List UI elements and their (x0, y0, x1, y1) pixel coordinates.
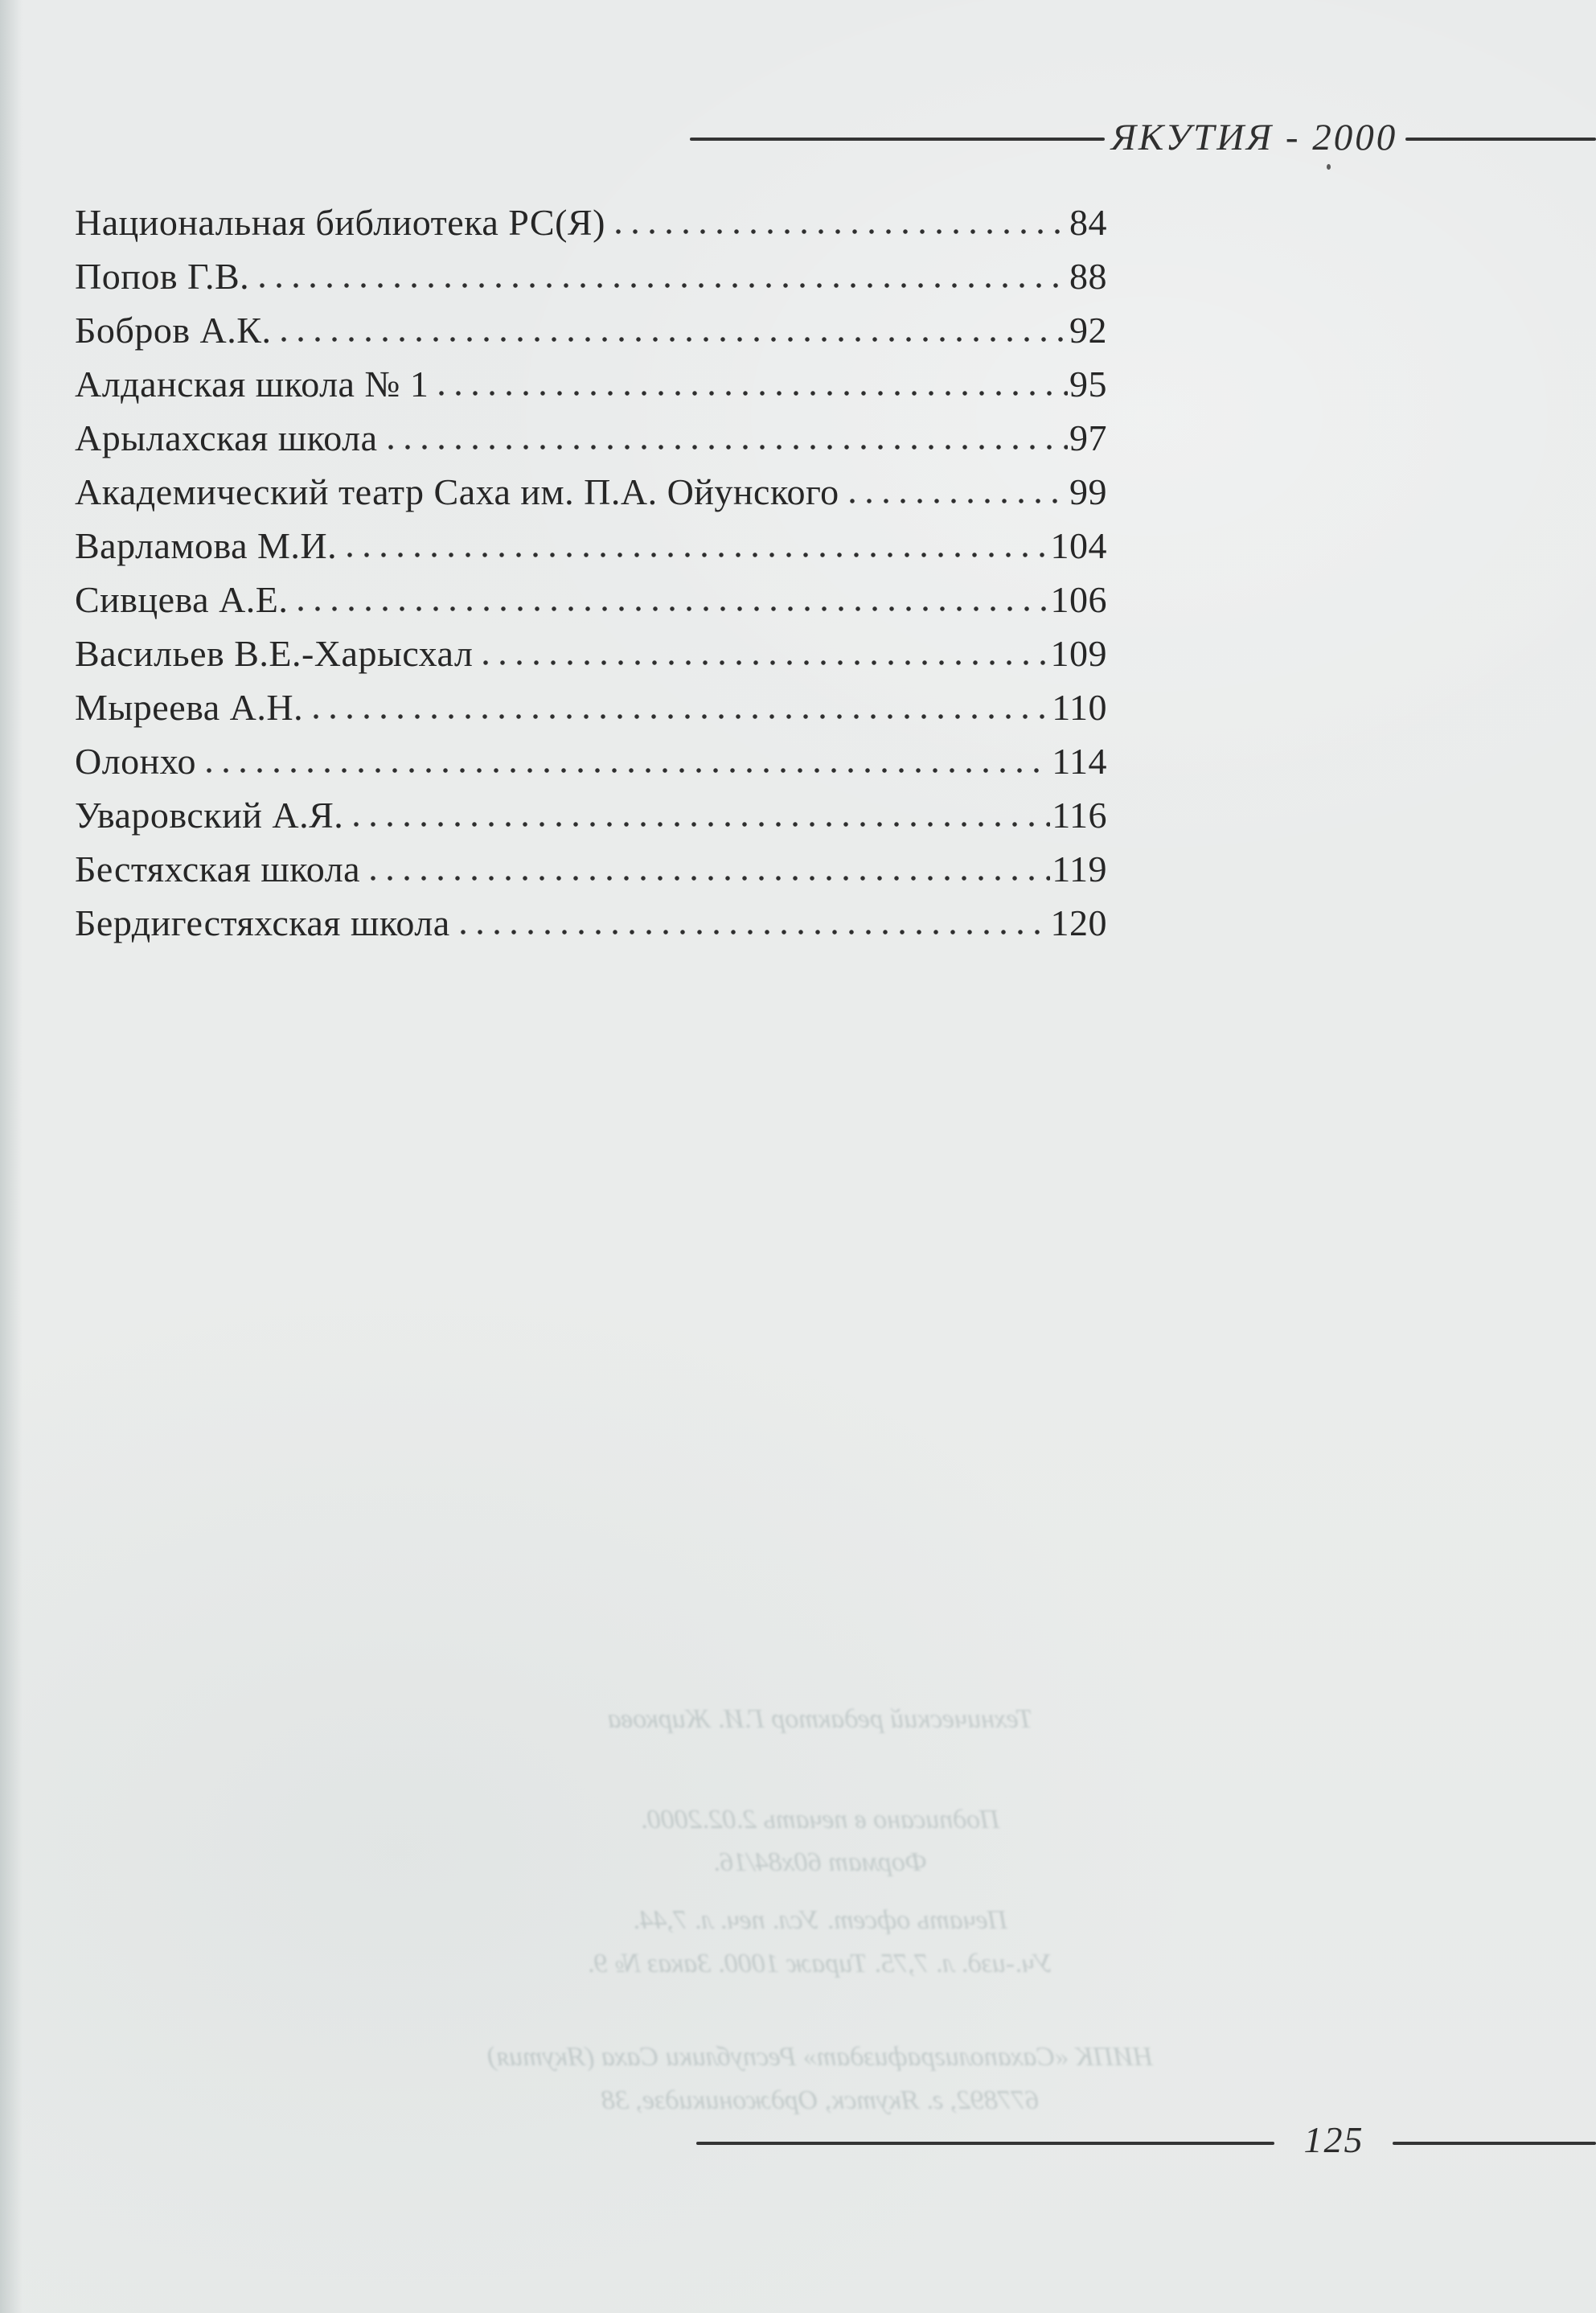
toc-entry-title: Бестяхская школа (75, 848, 361, 889)
toc-entry-page-number: 88 (1069, 256, 1107, 297)
toc-entry-page-number: 92 (1069, 310, 1107, 351)
toc-entry-title: Бобров А.К. (75, 310, 272, 351)
toc-entry-row (75, 417, 1107, 458)
toc-entry-page-number: 119 (1052, 848, 1107, 889)
toc-entry-page-number: 120 (1050, 902, 1107, 943)
show-through-line: Уч.-изд. л. 7,75. Тираж 1000. Заказ № 9. (587, 1949, 1053, 1978)
toc-entry-title: Мыреева А.Н. (75, 687, 304, 728)
toc-entry-row (75, 743, 1107, 780)
header-rule-left (690, 138, 1105, 141)
show-through-line: Печать офсет. Усл. печ. л. 7,44. (632, 1905, 1008, 1935)
dot-leader (388, 444, 1068, 450)
toc-entry-page-number: 99 (1069, 471, 1107, 512)
show-through-line: Формат 60х84/16. (712, 1847, 928, 1877)
dot-leader (370, 875, 1050, 881)
scan-speck (1327, 164, 1331, 170)
dot-leader (313, 713, 1050, 720)
toc-entry-page-number: 109 (1050, 633, 1107, 674)
toc-entry-page-number: 95 (1069, 364, 1107, 405)
toc-entry-title: Арылахская школа (75, 417, 378, 458)
dot-leader (297, 606, 1048, 612)
footer-rule-left (696, 2142, 1274, 2145)
toc-entry-page-number: 110 (1052, 687, 1107, 728)
toc-entry-title: Академический театр Саха им. П.А. Ойунского (75, 471, 839, 512)
toc-entry-row (75, 312, 1107, 349)
dot-leader (206, 767, 1050, 774)
toc-entry-title: Уваровский А.Я. (75, 795, 344, 836)
toc-entry-row (75, 635, 1107, 672)
toc-entry-page-number: 114 (1052, 741, 1107, 782)
toc-entry-title: Васильев В.Е.-Харысхал (75, 633, 474, 674)
show-through-line: Подписано в печать 2.02.2000. (640, 1805, 1000, 1834)
toc-entry-row (75, 366, 1107, 403)
toc-entry-row (75, 258, 1107, 295)
toc-entry-title: Сивцева А.Е. (75, 579, 289, 620)
toc-entry-title: Попов Г.В. (75, 256, 250, 297)
show-through-line: Технический редактор Г.И. Жиркова (607, 1704, 1033, 1734)
header-rule-right (1405, 138, 1596, 141)
dot-leader (347, 552, 1048, 558)
folio-page-number: 125 (1303, 2119, 1364, 2160)
dot-leader (615, 228, 1068, 235)
dot-leader (849, 498, 1068, 504)
toc-entry-page-number: 106 (1050, 579, 1107, 620)
toc-entry-row (75, 204, 1107, 241)
toc-entry-title: Варламова М.И. (75, 525, 338, 566)
toc-entry-title: Олонхо (75, 741, 197, 782)
toc-entry-title: Бердигестяхская школа (75, 902, 450, 943)
show-through-line: 677892, г. Якутск, Орджоникидзе, 38 (601, 2085, 1040, 2115)
dot-leader (353, 821, 1050, 828)
toc-entry-page-number: 97 (1069, 417, 1107, 458)
toc-entry-title: Национальная библиотека РС(Я) (75, 202, 605, 243)
running-head (690, 116, 1596, 159)
table-of-contents (75, 204, 1107, 959)
dot-leader (281, 336, 1068, 343)
toc-entry-row (75, 581, 1107, 618)
show-through-line: НИПК «Сахаполиграфиздат» Республики Саха (Якутия) (487, 2042, 1153, 2072)
toc-entry-row (75, 797, 1107, 834)
toc-entry-page-number: 116 (1052, 795, 1107, 836)
toc-entry-row (75, 525, 1107, 566)
dot-leader (482, 659, 1048, 666)
running-head-title: ЯКУТИЯ - 2000 (1111, 116, 1398, 158)
toc-entry-page-number: 84 (1069, 202, 1107, 243)
toc-entry-page-number: 104 (1050, 525, 1107, 566)
toc-entry-title: Алданская школа № 1 (75, 364, 429, 405)
footer-rule-right (1393, 2142, 1596, 2145)
toc-entry-row (75, 848, 1107, 889)
toc-entry-row (75, 471, 1107, 512)
toc-entry-row (75, 689, 1107, 726)
dot-leader (438, 390, 1068, 396)
toc-entry-row (75, 902, 1107, 943)
dot-leader (259, 282, 1068, 289)
dot-leader (460, 929, 1049, 935)
